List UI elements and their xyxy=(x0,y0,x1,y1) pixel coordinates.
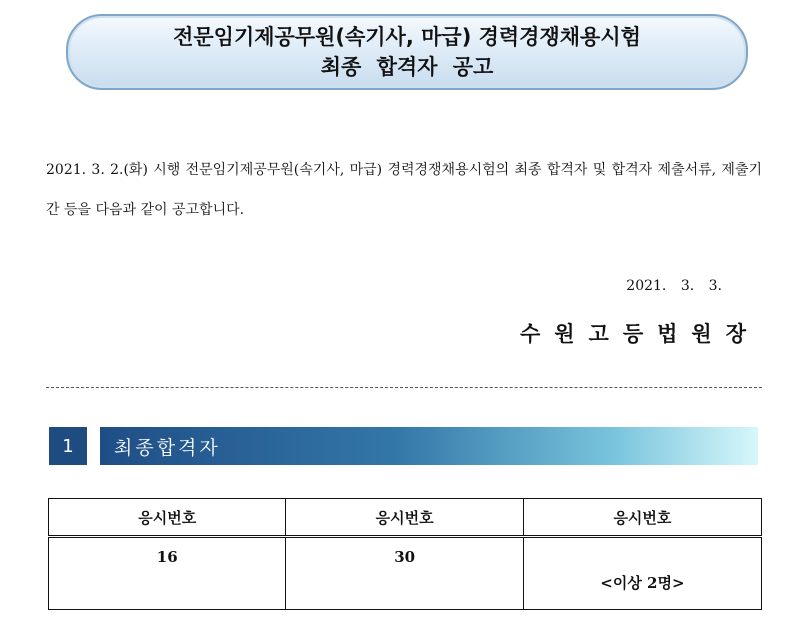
section-title-bar xyxy=(100,427,758,465)
notice-issuer: 수원고등법원장 xyxy=(519,321,760,346)
notice-date: 2021. 3. 3. xyxy=(626,278,722,294)
title-banner xyxy=(66,14,748,90)
column-header: 응시번호 xyxy=(523,499,761,537)
applicant-number: 30 xyxy=(394,548,416,566)
table-cell xyxy=(49,537,286,610)
table-cell xyxy=(286,537,523,610)
column-header: 응시번호 xyxy=(49,499,286,537)
title-line-2: 최종 합격자 공고 xyxy=(320,55,494,79)
table-cell xyxy=(523,537,761,610)
dashed-divider xyxy=(46,387,762,388)
notice-paragraph: 2021. 3. 2.(화) 시행 전문임기제공무원(속기사, 마급) 경력경쟁채용시험의 최종 합격자 및 합격자 제출서류, 제출기간 등을 다음과 같이 공고합니다. xyxy=(46,162,762,218)
title-line-1: 전문임기제공무원(속기사, 마급) 경력경쟁채용시험 xyxy=(173,25,641,49)
applicant-number: 16 xyxy=(156,548,178,566)
section-title: 최종합격자 xyxy=(114,436,221,459)
table-row xyxy=(49,537,762,610)
section-number-badge: 1 xyxy=(49,427,87,465)
column-header: 응시번호 xyxy=(286,499,523,537)
results-table xyxy=(48,498,762,610)
table-header-row xyxy=(49,499,762,537)
count-note: <이상 2명> xyxy=(600,574,685,592)
